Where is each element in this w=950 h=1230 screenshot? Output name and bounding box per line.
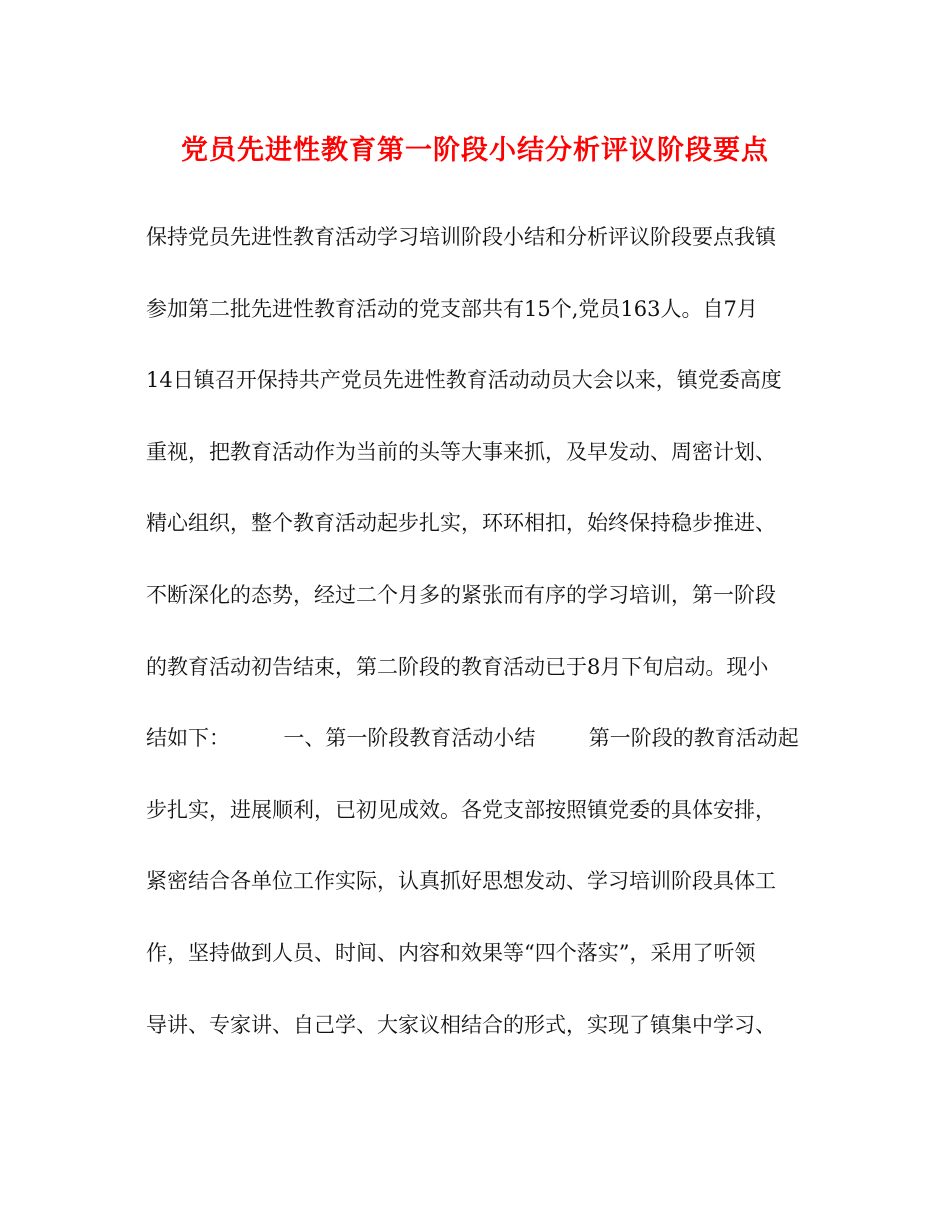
body-line: 14日镇召开保持共产党员先进性教育活动动员大会以来，镇党委高度 [146, 368, 782, 393]
body-line: 的教育活动初告结束，第二阶段的教育活动已于8月下旬启动。现小 [146, 654, 769, 679]
body-line: 导讲、专家讲、自己学、大家议相结合的形式，实现了镇集中学习、 [146, 1012, 776, 1037]
body-line: 结如下： 一、第一阶段教育活动小结 第一阶段的教育活动起 [146, 726, 799, 751]
body-line: 步扎实，进展顺利，已初见成效。各党支部按照镇党委的具体安排， [146, 797, 776, 822]
body-line: 保持党员先进性教育活动学习培训阶段小结和分析评议阶段要点我镇 [146, 225, 776, 249]
body-line: 不断深化的态势，经过二个月多的紧张而有序的学习培训，第一阶段 [146, 582, 776, 607]
document-body [146, 215, 806, 1074]
body-line: 参加第二批先进性教育活动的党支部共有15个,党员163人。自7月 [146, 296, 758, 321]
body-line: 紧密结合各单位工作实际，认真抓好思想发动、学习培训阶段具体工 [146, 869, 776, 894]
body-line: 重视，把教育活动作为当前的头等大事来抓，及早发动、周密计划、 [146, 439, 776, 464]
body-line: 精心组织，整个教育活动起步扎实，环环相扣，始终保持稳步推进、 [146, 511, 776, 536]
document-title: 党员先进性教育第一阶段小结分析评议阶段要点 [181, 135, 769, 166]
body-line: 作，坚持做到人员、时间、内容和效果等“四个落实”，采用了听领 [146, 940, 756, 965]
